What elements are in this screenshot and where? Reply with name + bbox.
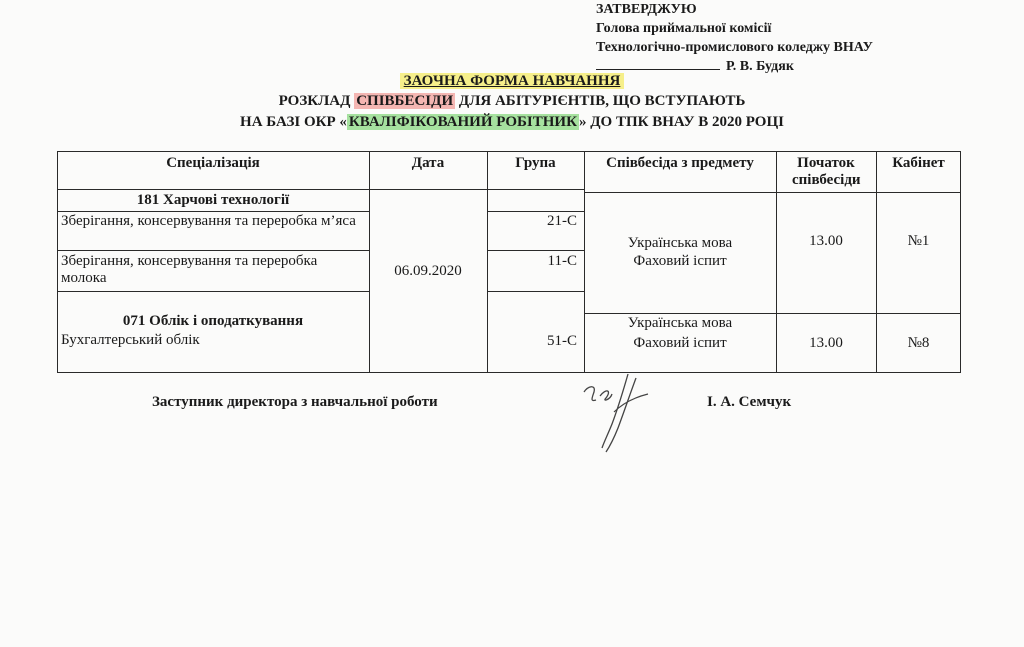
spec-sep-3 <box>57 291 369 292</box>
group-sep-1 <box>487 211 584 212</box>
spec1-room: №1 <box>907 233 930 249</box>
header-date: Дата <box>411 155 445 171</box>
spec2-subject-2: Фаховий іспит <box>633 335 727 351</box>
spec2-sub1: Бухгалтерський облік <box>61 332 200 348</box>
schedule-title-line-1 <box>0 93 1024 110</box>
header-room: Кабінет <box>892 155 945 171</box>
approval-signer: Р. В. Будяк <box>726 59 794 74</box>
header-sep-b <box>369 189 585 190</box>
spec2-title: 071 Облік і оподаткування <box>122 313 304 329</box>
schedule-table <box>57 151 961 373</box>
table-border-left <box>57 151 58 373</box>
spec2-subject-1: Українська мова <box>627 315 733 331</box>
right-sep <box>584 313 961 314</box>
group-11c: 11-С <box>547 253 577 269</box>
schedule-title-part-b: СПІВБЕСІДИ <box>356 93 454 109</box>
signature-line <box>596 57 720 70</box>
group-sep-3 <box>487 291 584 292</box>
approval-title: ЗАТВЕРДЖУЮ <box>596 2 697 17</box>
spec-sep-2 <box>57 250 369 251</box>
spec1-subject-1: Українська мова <box>627 235 733 251</box>
group-21c: 21-С <box>547 213 577 229</box>
spec1-sub1: Зберігання, консервування та переробка м’яса <box>61 213 356 229</box>
schedule-title-part-a: РОЗКЛАД <box>278 93 355 109</box>
approval-line-1: Голова приймальної комісії <box>596 21 772 36</box>
spec1-sub2: Зберігання, консервування та переробка молока <box>61 253 318 286</box>
header-start: Початок співбесіди <box>792 155 861 188</box>
footer-position: Заступник директора з навчальної роботи <box>152 394 438 410</box>
spec1-title: 181 Харчові технології <box>136 192 290 208</box>
form-title <box>0 73 1024 90</box>
spec1-start: 13.00 <box>809 233 843 249</box>
schedule-title-part-d: НА БАЗІ ОКР « <box>240 114 347 130</box>
signature-icon <box>578 368 658 458</box>
spec-sep-1 <box>57 211 369 212</box>
spec2-start: 13.00 <box>809 335 843 351</box>
header-subject: Співбесіда з предмету <box>606 155 754 171</box>
handwritten-signature <box>578 368 658 463</box>
header-sep-a <box>57 189 369 190</box>
approval-block <box>596 0 873 76</box>
date-cell: 06.09.2020 <box>394 263 462 279</box>
footer-name: І. А. Семчук <box>707 394 792 410</box>
header-sep-c <box>584 192 961 193</box>
table-border-bottom <box>57 372 961 373</box>
group-51c: 51-С <box>547 333 577 349</box>
group-sep-2 <box>487 250 584 251</box>
schedule-title-part-c: ДЛЯ АБІТУРІЄНТІВ, ЩО ВСТУПАЮТЬ <box>455 93 746 109</box>
table-border-top <box>57 151 961 152</box>
header-group: Група <box>515 155 556 171</box>
form-title-text: ЗАОЧНА ФОРМА НАВЧАННЯ <box>400 73 625 89</box>
approval-line-2: Технологічно-промислового коледжу ВНАУ <box>596 40 873 55</box>
spec2-room: №8 <box>907 335 930 351</box>
schedule-title-line-2 <box>0 114 1024 131</box>
col-sep-1 <box>369 151 370 373</box>
schedule-title-part-f: » ДО ТПК ВНАУ В 2020 РОЦІ <box>578 114 784 130</box>
spec1-subject-2: Фаховий іспит <box>633 253 727 269</box>
schedule-title-part-e: КВАЛІФІКОВАНИЙ РОБІТНИК <box>348 114 577 130</box>
header-specialization: Спеціалізація <box>166 155 260 171</box>
